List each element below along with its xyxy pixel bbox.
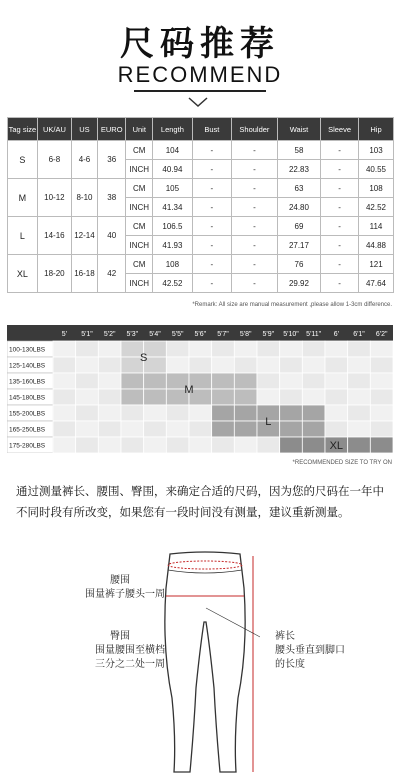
cell-length: 40.94 [153,160,193,179]
hip-desc-2: 三分之二处一周 [95,659,165,670]
grid-cell [212,373,235,389]
grid-cell [53,405,76,421]
grid-cell [302,421,325,437]
size-chart-header-row [8,118,394,141]
grid-cell [302,357,325,373]
cell-hip: 114 [359,217,394,236]
recommend-note: *RECOMMENDED SIZE TO TRY ON [292,460,392,466]
size-recommend-grid [7,325,393,453]
cell-waist: 63 [277,179,320,198]
size-zone-label-l: L [265,416,272,428]
grid-cell [53,373,76,389]
cell-sleeve: - [321,274,359,293]
cell-unit: INCH [126,236,153,255]
grid-cell [370,389,393,405]
grid-cell [302,373,325,389]
cell-shoulder: - [231,198,277,217]
cell-waist: 76 [277,255,320,274]
grid-cell [53,437,76,453]
grid-cell [189,357,212,373]
grid-cell [121,437,144,453]
header-uk-au: UK/AU [37,118,71,141]
header-us: US [72,118,98,141]
cell-shoulder: - [231,141,277,160]
grid-cell [234,389,257,405]
cell-unit: CM [126,141,153,160]
grid-cell [280,341,303,357]
cell-euro: 36 [97,141,126,179]
grid-cell [144,373,167,389]
grid-cell [212,421,235,437]
cell-sleeve: - [321,198,359,217]
cell-bust: - [192,198,231,217]
height-label: 5'7" [217,331,229,338]
length-title: 裤长 [275,631,295,642]
grid-cell [257,373,280,389]
height-label: 5'10" [283,331,299,338]
grid-cell [166,341,189,357]
table-row [8,179,394,198]
height-label: 5'5" [171,331,184,338]
height-label: 5'1" [81,331,93,338]
grid-cell [98,357,121,373]
header-euro: EURO [97,118,126,141]
grid-cell [98,373,121,389]
grid-cell [189,437,212,453]
cell-sleeve: - [321,236,359,255]
grid-cell [348,341,371,357]
grid-cell [348,405,371,421]
grid-cell [76,357,99,373]
grid-cell [370,357,393,373]
grid-cell [325,405,348,421]
grid-cell [302,437,325,453]
weight-label: 125-140LBS [9,362,46,370]
grid-cell [98,437,121,453]
leggings-diagram [150,548,260,776]
cell-sleeve: - [321,141,359,160]
grid-cell [166,357,189,373]
hip-desc-1: 围量腰围至横档 [95,645,165,656]
cell-waist: 69 [277,217,320,236]
grid-cell [144,389,167,405]
height-label: 6'2" [375,331,388,338]
grid-cell [257,389,280,405]
weight-label: 155-200LBS [9,410,46,418]
weight-label: 135-160LBS [9,378,46,386]
cell-waist: 29.92 [277,274,320,293]
cell-shoulder: - [231,217,277,236]
grid-cell [166,405,189,421]
cell-uk: 18-20 [37,255,71,293]
cell-uk: 14-16 [37,217,71,255]
cell-euro: 40 [97,217,126,255]
cell-hip: 108 [359,179,394,198]
cell-hip: 103 [359,141,394,160]
cell-length: 41.93 [153,236,193,255]
cell-waist: 24.80 [277,198,320,217]
cell-length: 42.52 [153,274,193,293]
grid-cell [144,421,167,437]
title-divider [134,90,266,92]
cell-shoulder: - [231,274,277,293]
table-row [8,141,394,160]
grid-cell [348,421,371,437]
grid-cell [53,341,76,357]
page-title-cn: 尺码推荐 [120,24,280,64]
height-label: 5'9" [262,331,275,338]
grid-cell [212,437,235,453]
leggings-outline [165,552,245,772]
cell-hip: 47.64 [359,274,394,293]
weight-label: 145-180LBS [9,394,46,402]
cell-hip: 121 [359,255,394,274]
grid-cell [189,421,212,437]
cell-sleeve: - [321,255,359,274]
grid-cell [302,389,325,405]
cell-us: 8-10 [72,179,98,217]
cell-sleeve: - [321,179,359,198]
cell-tag: S [8,141,38,179]
cell-unit: CM [126,179,153,198]
grid-cell [121,373,144,389]
grid-cell [121,389,144,405]
height-label: 5'2" [103,331,116,338]
cell-uk: 6-8 [37,141,71,179]
length-desc-1: 腰头垂直到脚口 [275,645,345,656]
grid-cell [98,405,121,421]
grid-cell [325,373,348,389]
grid-cell [98,341,121,357]
grid-cell [280,389,303,405]
cell-euro: 42 [97,255,126,293]
grid-cell [234,373,257,389]
grid-cell [257,357,280,373]
size-zone-label-m: M [184,384,194,396]
grid-cell [53,421,76,437]
grid-cell [234,405,257,421]
header-shoulder: Shoulder [231,118,277,141]
grid-cell [280,421,303,437]
table-row [8,255,394,274]
cell-sleeve: - [321,217,359,236]
size-chart-table [7,117,394,293]
cell-shoulder: - [231,160,277,179]
grid-cell [166,437,189,453]
grid-cell [280,373,303,389]
grid-cell [212,341,235,357]
grid-cell [189,405,212,421]
grid-cell [144,437,167,453]
grid-cell [189,341,212,357]
header-waist: Waist [277,118,320,141]
cell-tag: M [8,179,38,217]
grid-cell [234,437,257,453]
grid-cell [76,389,99,405]
grid-cell [280,437,303,453]
header-bust: Bust [192,118,231,141]
cell-length: 106.5 [153,217,193,236]
grid-cell [76,405,99,421]
cell-length: 104 [153,141,193,160]
grid-cell [76,373,99,389]
cell-bust: - [192,160,231,179]
grid-cell [302,405,325,421]
grid-cell [302,341,325,357]
cell-length: 108 [153,255,193,274]
cell-bust: - [192,141,231,160]
grid-cell [53,357,76,373]
header-sleeve: Sleeve [321,118,359,141]
grid-cell [76,437,99,453]
header-hip: Hip [359,118,394,141]
grid-cell [76,341,99,357]
grid-cell [348,437,371,453]
grid-cell [370,341,393,357]
cell-bust: - [192,179,231,198]
header-length: Length [153,118,193,141]
waist-title: 腰围 [110,575,130,586]
grid-cell [121,405,144,421]
page-title-en: RECOMMEND [117,62,283,87]
hip-title: 臀围 [110,631,130,642]
grid-cell [121,421,144,437]
cell-hip: 40.55 [359,160,394,179]
grid-cell [234,357,257,373]
cell-shoulder: - [231,255,277,274]
cell-hip: 44.88 [359,236,394,255]
size-zone-label-xl: XL [329,440,344,452]
grid-cell [280,405,303,421]
cell-hip: 42.52 [359,198,394,217]
cell-euro: 38 [97,179,126,217]
cell-waist: 27.17 [277,236,320,255]
grid-cell [325,357,348,373]
cell-us: 16-18 [72,255,98,293]
cell-uk: 10-12 [37,179,71,217]
measure-instructions: 通过测量裤长、腰围、臀围，来确定合适的尺码，因为您的尺码在一年中不同时段有所改变，如果您有一段时间没有测量，建议重新测量。 [16,484,384,519]
grid-cell [212,389,235,405]
cell-unit: INCH [126,160,153,179]
grid-cell [234,421,257,437]
grid-cell [370,373,393,389]
cell-us: 12-14 [72,217,98,255]
header-tag-size: Tag size [8,118,38,141]
size-zone-label-s: S [139,352,148,364]
cell-tag: L [8,217,38,255]
height-label: 5'4" [149,331,161,338]
header-unit: Unit [126,118,153,141]
table-row [8,217,394,236]
weight-label: 100-130LBS [9,346,46,354]
height-label: 5'6" [194,331,207,338]
grid-cell [348,373,371,389]
grid-cell [53,389,76,405]
cell-sleeve: - [321,160,359,179]
height-label: 5' [61,331,67,338]
grid-cell [234,341,257,357]
cell-tag: XL [8,255,38,293]
cell-bust: - [192,236,231,255]
height-label: 5'3" [126,331,139,338]
grid-cell [325,389,348,405]
cell-waist: 58 [277,141,320,160]
height-label: 5'8" [239,331,252,338]
cell-bust: - [192,274,231,293]
cell-us: 4-6 [72,141,98,179]
length-desc-2: 的长度 [275,659,305,670]
cell-bust: - [192,217,231,236]
grid-cell [348,389,371,405]
grid-cell [370,405,393,421]
size-remark: *Remark: All size are manual measurement ,please allow 1-3cm difference. [192,302,392,308]
cell-unit: INCH [126,198,153,217]
grid-cell [98,421,121,437]
cell-unit: CM [126,255,153,274]
grid-cell [280,357,303,373]
grid-cell [370,421,393,437]
grid-cell [257,437,280,453]
cell-waist: 22.83 [277,160,320,179]
cell-length: 41.34 [153,198,193,217]
cell-bust: - [192,255,231,274]
grid-cell [212,405,235,421]
grid-cell [325,421,348,437]
grid-cell [212,357,235,373]
cell-unit: CM [126,217,153,236]
cell-shoulder: - [231,179,277,198]
height-label: 6' [333,331,339,338]
weight-label: 175-280LBS [9,442,46,450]
cell-length: 105 [153,179,193,198]
grid-cell [325,341,348,357]
cell-unit: INCH [126,274,153,293]
height-label: 6'1" [353,331,365,338]
grid-cell [166,421,189,437]
grid-cell [257,341,280,357]
height-label: 5'11" [306,331,322,338]
weight-label: 165-250LBS [9,426,46,434]
grid-cell [98,389,121,405]
grid-cell [348,357,371,373]
grid-cell [76,421,99,437]
chevron-down-icon [187,96,209,108]
waist-desc: 围量裤子腰头一周 [85,589,165,600]
grid-cell [144,405,167,421]
cell-shoulder: - [231,236,277,255]
grid-cell [370,437,393,453]
